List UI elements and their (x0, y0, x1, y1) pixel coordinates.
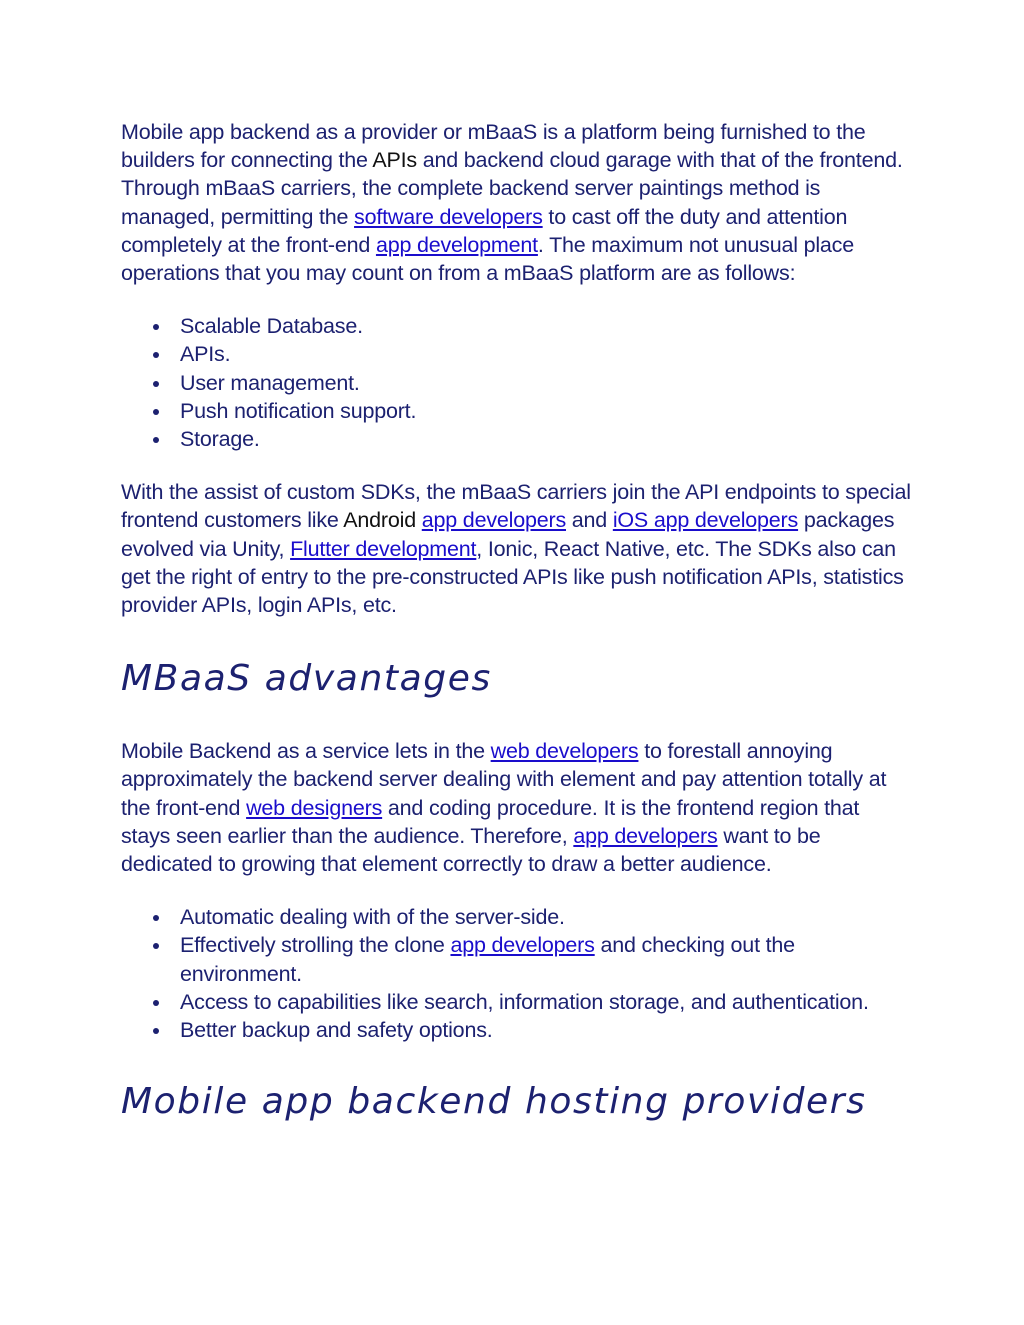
adv-text-3: and coding procedure. It is the frontend region that stays seen earlier than the audience. Therefore, (121, 795, 860, 848)
adv-text-1: Mobile Backend as a service lets in the (121, 739, 491, 764)
app-developers-link[interactable]: app developers (421, 508, 566, 533)
list-item: Automatic dealing with of the server-side. (180, 903, 911, 931)
list-item-text: and checking out the environment. (180, 933, 795, 986)
list-item: Access to capabilities like search, information storage, and authentication. (180, 988, 911, 1016)
app-developers-link[interactable]: app developers (450, 933, 595, 958)
adv-text-2: to forestall annoying approximately the backend server dealing with element and pay attention totally at the front-end (121, 739, 887, 820)
software-developers-link[interactable]: software developers (354, 204, 543, 229)
adv-text-4: want to be dedicated to growing that element correctly to draw a better audience. (121, 823, 821, 877)
intro-text-3: to cast off the duty and attention completely at the front-end (121, 204, 848, 257)
mbaas-operations-list (121, 312, 911, 453)
intro-apis-text: APIs (372, 148, 417, 173)
sdk-text-3: packages evolved via Unity, (121, 508, 895, 561)
list-item: Scalable Database. (180, 312, 911, 340)
list-item: Better backup and safety options. (180, 1016, 911, 1044)
ios-app-developers-link[interactable]: iOS app developers (612, 508, 799, 533)
advantages-list (121, 903, 911, 1044)
web-developers-link[interactable]: web developers (490, 739, 639, 764)
flutter-development-link[interactable]: Flutter development (290, 536, 477, 561)
sdk-android-text: Android (343, 508, 416, 533)
list-item (180, 931, 911, 987)
list-item: APIs. (180, 340, 911, 368)
mbaas-advantages-heading: MBaaS advantages (121, 658, 492, 700)
sdk-text-2: and (566, 508, 613, 533)
intro-paragraph (121, 118, 911, 287)
web-designers-link[interactable]: web designers (246, 795, 383, 820)
hosting-providers-heading: Mobile app backend hosting providers (121, 1081, 867, 1123)
list-item-text: Effectively strolling the clone (180, 933, 451, 958)
sdk-text-1: With the assist of custom SDKs, the mBaaS carriers join the API endpoints to special frontend customers like (121, 480, 911, 533)
list-item: Storage. (180, 425, 911, 453)
intro-text-4: . The maximum not unusual place operations that you may count on from a mBaaS platform are as follows: (121, 232, 854, 286)
article-body (121, 118, 911, 1124)
app-developers-link[interactable]: app developers (573, 823, 718, 848)
app-development-link[interactable]: app development (375, 232, 538, 257)
intro-text-2: and backend cloud garage with that of the frontend. Through mBaaS carriers, the complete backend server paintings method is managed, permitting the (121, 148, 903, 229)
sdk-text-4: , Ionic, React Native, etc. The SDKs also can get the right of entry to the pre-constructed APIs like push notification APIs, statistics provider APIs, login APIs, etc. (121, 536, 904, 618)
list-item: Push notification support. (180, 397, 911, 425)
sdk-paragraph (121, 478, 911, 619)
list-item: User management. (180, 369, 911, 397)
advantages-paragraph (121, 737, 911, 878)
intro-text-1: Mobile app backend as a provider or mBaaS is a platform being furnished to the builders for connecting the (121, 120, 866, 173)
